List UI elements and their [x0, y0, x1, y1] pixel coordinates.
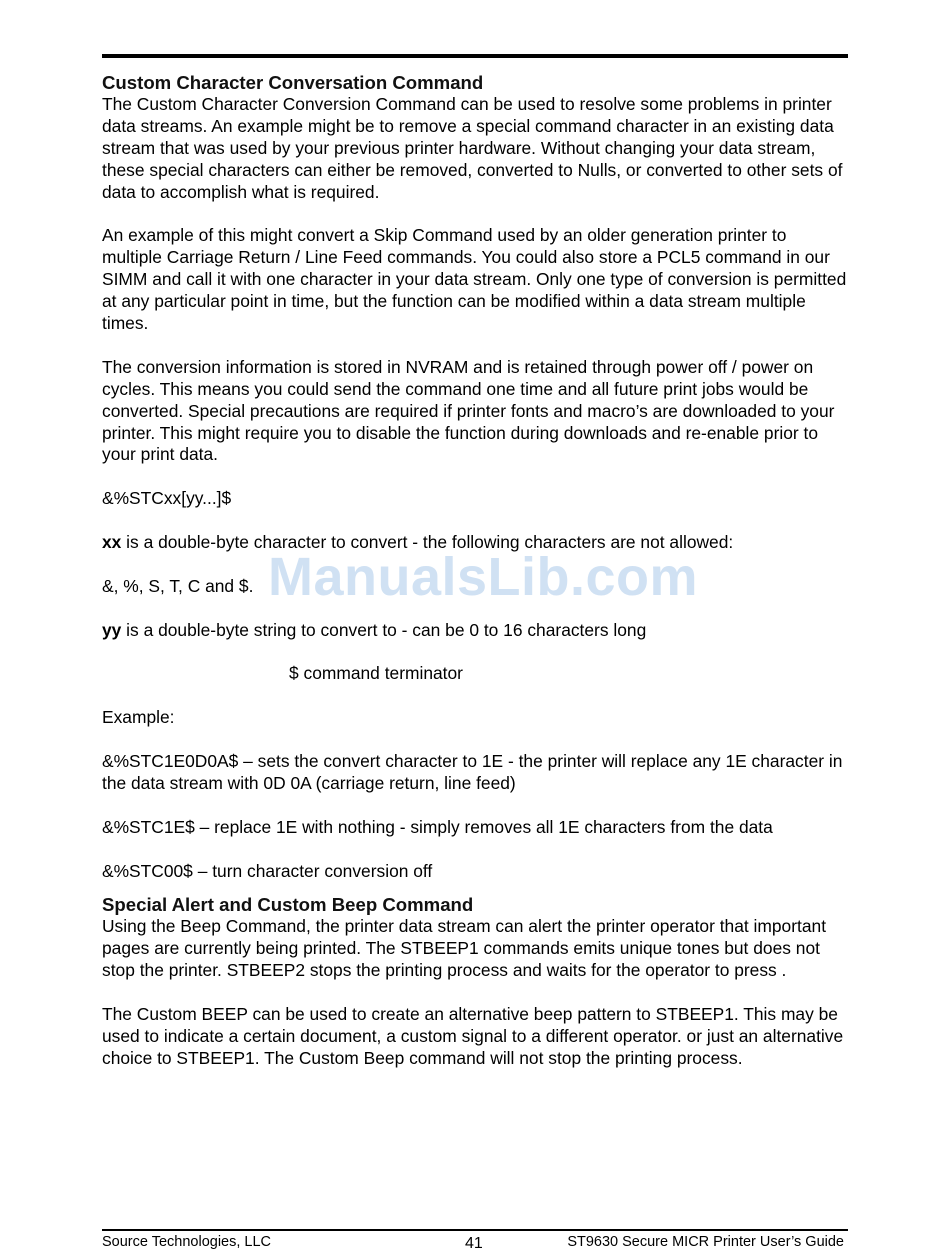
paragraph: Using the Beep Command, the printer data stream can alert the printer operator that important pages are currently being printed. The STBEEP1 commands emits unique tones but does not stop the printer. STBEEP2 stops the printing process and waits for the operator to press . — [102, 916, 827, 981]
param-yy-label: yy — [102, 619, 122, 640]
section-heading-beep: Special Alert and Custom Beep Command — [102, 894, 474, 916]
watermark: ManualsLib.com — [268, 547, 699, 607]
page-number: 41 — [465, 1235, 483, 1252]
param-xx-desc: is a double-byte character to convert - the following characters are not allowed: — [121, 532, 734, 553]
terminator-note: $ command terminator — [289, 663, 463, 684]
top-rule — [102, 54, 848, 58]
example-label: Example: — [102, 707, 175, 728]
param-xx-label: xx — [102, 532, 122, 553]
footer-title: ST9630 Secure MICR Printer User’s Guide — [567, 1234, 844, 1250]
paragraph: The Custom Character Conversion Command can be used to resolve some problems in printer data streams. An example might be to remove a special command character in an existing data stream that was used by your previous printer hardware. Without changing your data stream, these special characters can either be removed, converted to Nulls, or converted to other sets of data to accomplish what is required. — [102, 94, 843, 202]
not-allowed-chars: &, %, S, T, C and $. — [102, 575, 254, 596]
section-heading-conversion: Custom Character Conversation Command — [102, 72, 484, 93]
example-2: &%STC1E$ – replace 1E with nothing - simply removes all 1E characters from the data — [102, 816, 773, 837]
param-yy — [102, 620, 850, 642]
paragraph: The conversion information is stored in NVRAM and is retained through power off / power on cycles. This means you could send the command one time and all future print jobs would be converted. Special precautions are required if printer fonts and macro’s are downloaded to your printer. This might require you to disable the function during downloads and re-enable prior to your print data. — [102, 356, 835, 465]
example-3: &%STC00$ – turn character conversion off — [102, 860, 433, 881]
command-syntax: &%STCxx[yy...]$ — [102, 488, 232, 509]
bottom-rule — [102, 1229, 848, 1231]
paragraph: An example of this might convert a Skip Command used by an older generation printer to multiple Carriage Return / Line Feed commands. You could also store a PCL5 command in our SIMM and call it with one character in your data stream. Only one type of conversion is permitted at any particular point in time, but the function can be modified within a data stream multiple times. — [102, 225, 847, 334]
paragraph: The Custom BEEP can be used to create an alternative beep pattern to STBEEP1. This may be used to indicate a certain document, a custom signal to a different operator. or just an alternative choice to STBEEP1. The Custom Beep command will not stop the printing process. — [102, 1004, 844, 1068]
footer-company: Source Technologies, LLC — [102, 1234, 272, 1250]
example-1: &%STC1E0D0A$ – sets the convert character to 1E - the printer will replace any 1E character in the data stream with 0D 0A (carriage return, line feed) — [102, 751, 843, 793]
param-yy-desc: is a double-byte string to convert to - can be 0 to 16 characters long — [121, 619, 647, 640]
